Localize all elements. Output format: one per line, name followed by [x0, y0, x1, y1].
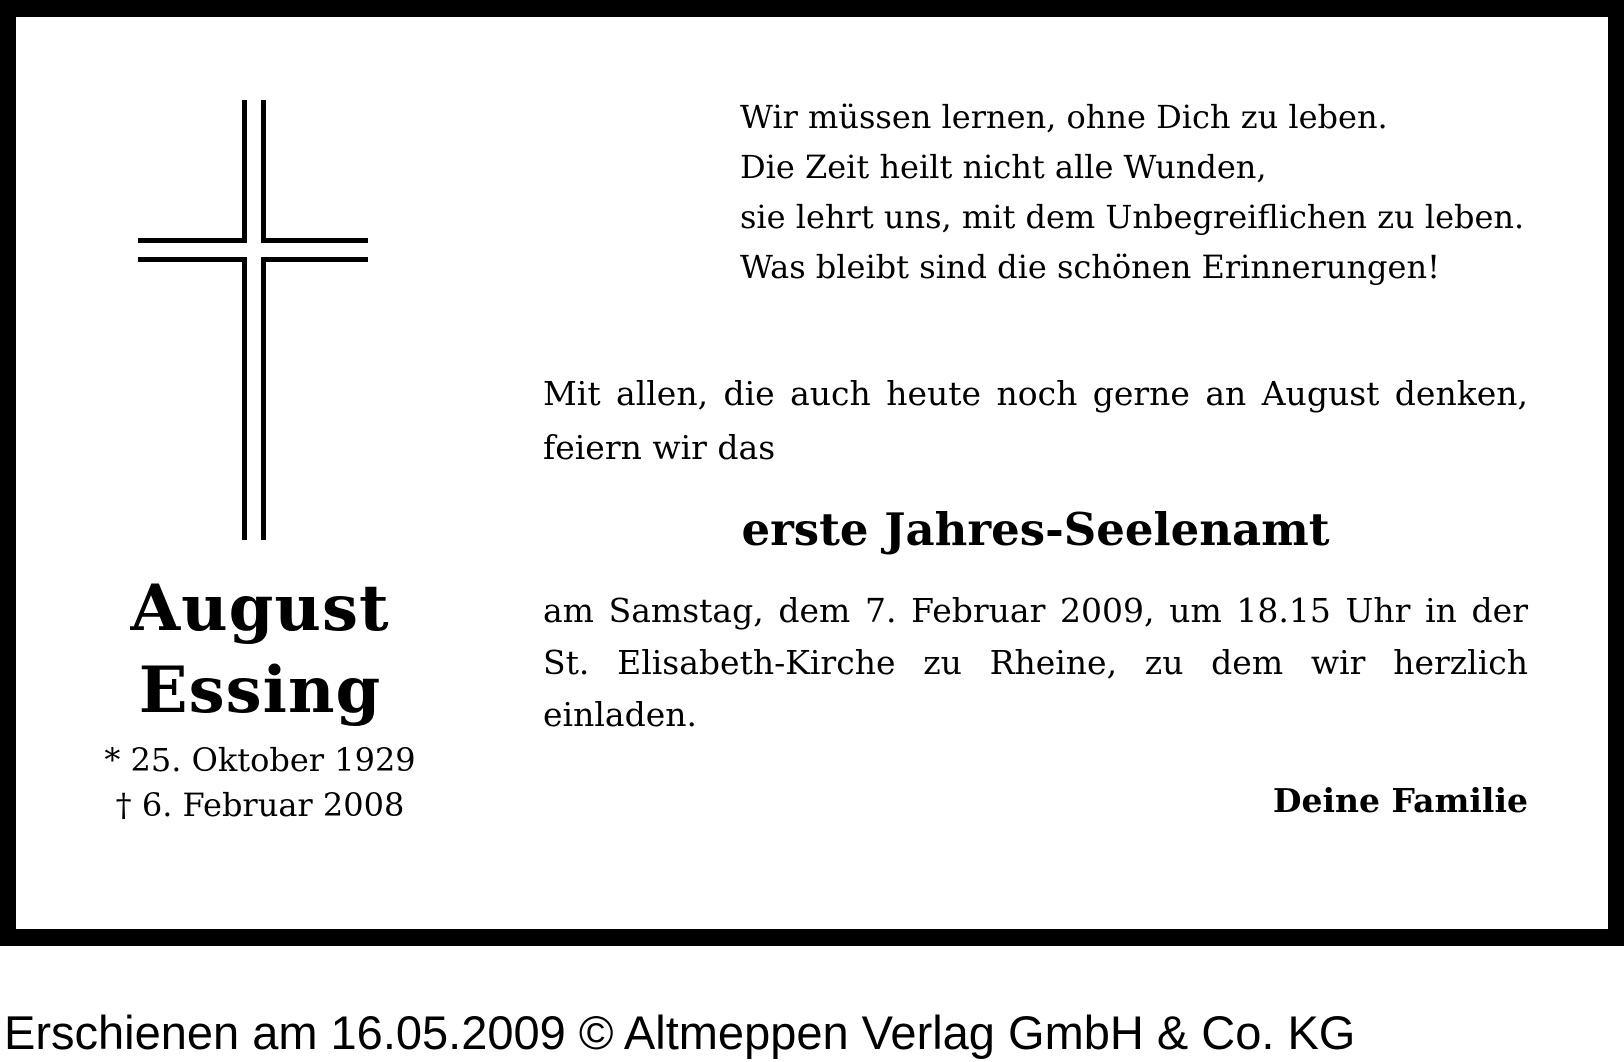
- poem-line: Wir müssen lernen, ohne Dich zu leben.: [740, 98, 1388, 136]
- service-details: [543, 585, 1528, 741]
- publication-caption: Erschienen am 16.05.2009 © Altmeppen Verlag GmbH & Co. KG: [4, 1006, 1356, 1059]
- details-line: einladen.: [543, 695, 697, 734]
- poem-line: Die Zeit heilt nicht alle Wunden,: [740, 148, 1267, 186]
- details-line: St. Elisabeth-Kirche zu Rheine, zu dem wir herzlich: [543, 643, 1528, 682]
- intro-line: Mit allen, die auch heute noch gerne an August denken,: [543, 374, 1528, 413]
- family-signature: Deine Familie: [1272, 781, 1528, 820]
- death-date: † 6. Februar 2008: [115, 786, 405, 824]
- memorial-poem: [740, 92, 1560, 292]
- deceased-last-name: Essing: [138, 653, 382, 728]
- cross-icon: [130, 100, 370, 540]
- deceased-first-name: August: [130, 571, 390, 646]
- invitation-intro: [543, 367, 1528, 475]
- poem-line: Was bleibt sind die schönen Erinnerungen!: [740, 248, 1440, 286]
- details-line: am Samstag, dem 7. Februar 2009, um 18.15 Uhr in der: [543, 591, 1528, 630]
- mass-title: erste Jahres-Seelenamt: [741, 503, 1330, 556]
- intro-line: feiern wir das: [543, 428, 776, 467]
- birth-date: * 25. Oktober 1929: [104, 741, 416, 779]
- poem-line: sie lehrt uns, mit dem Unbegreiflichen zu leben.: [740, 198, 1525, 236]
